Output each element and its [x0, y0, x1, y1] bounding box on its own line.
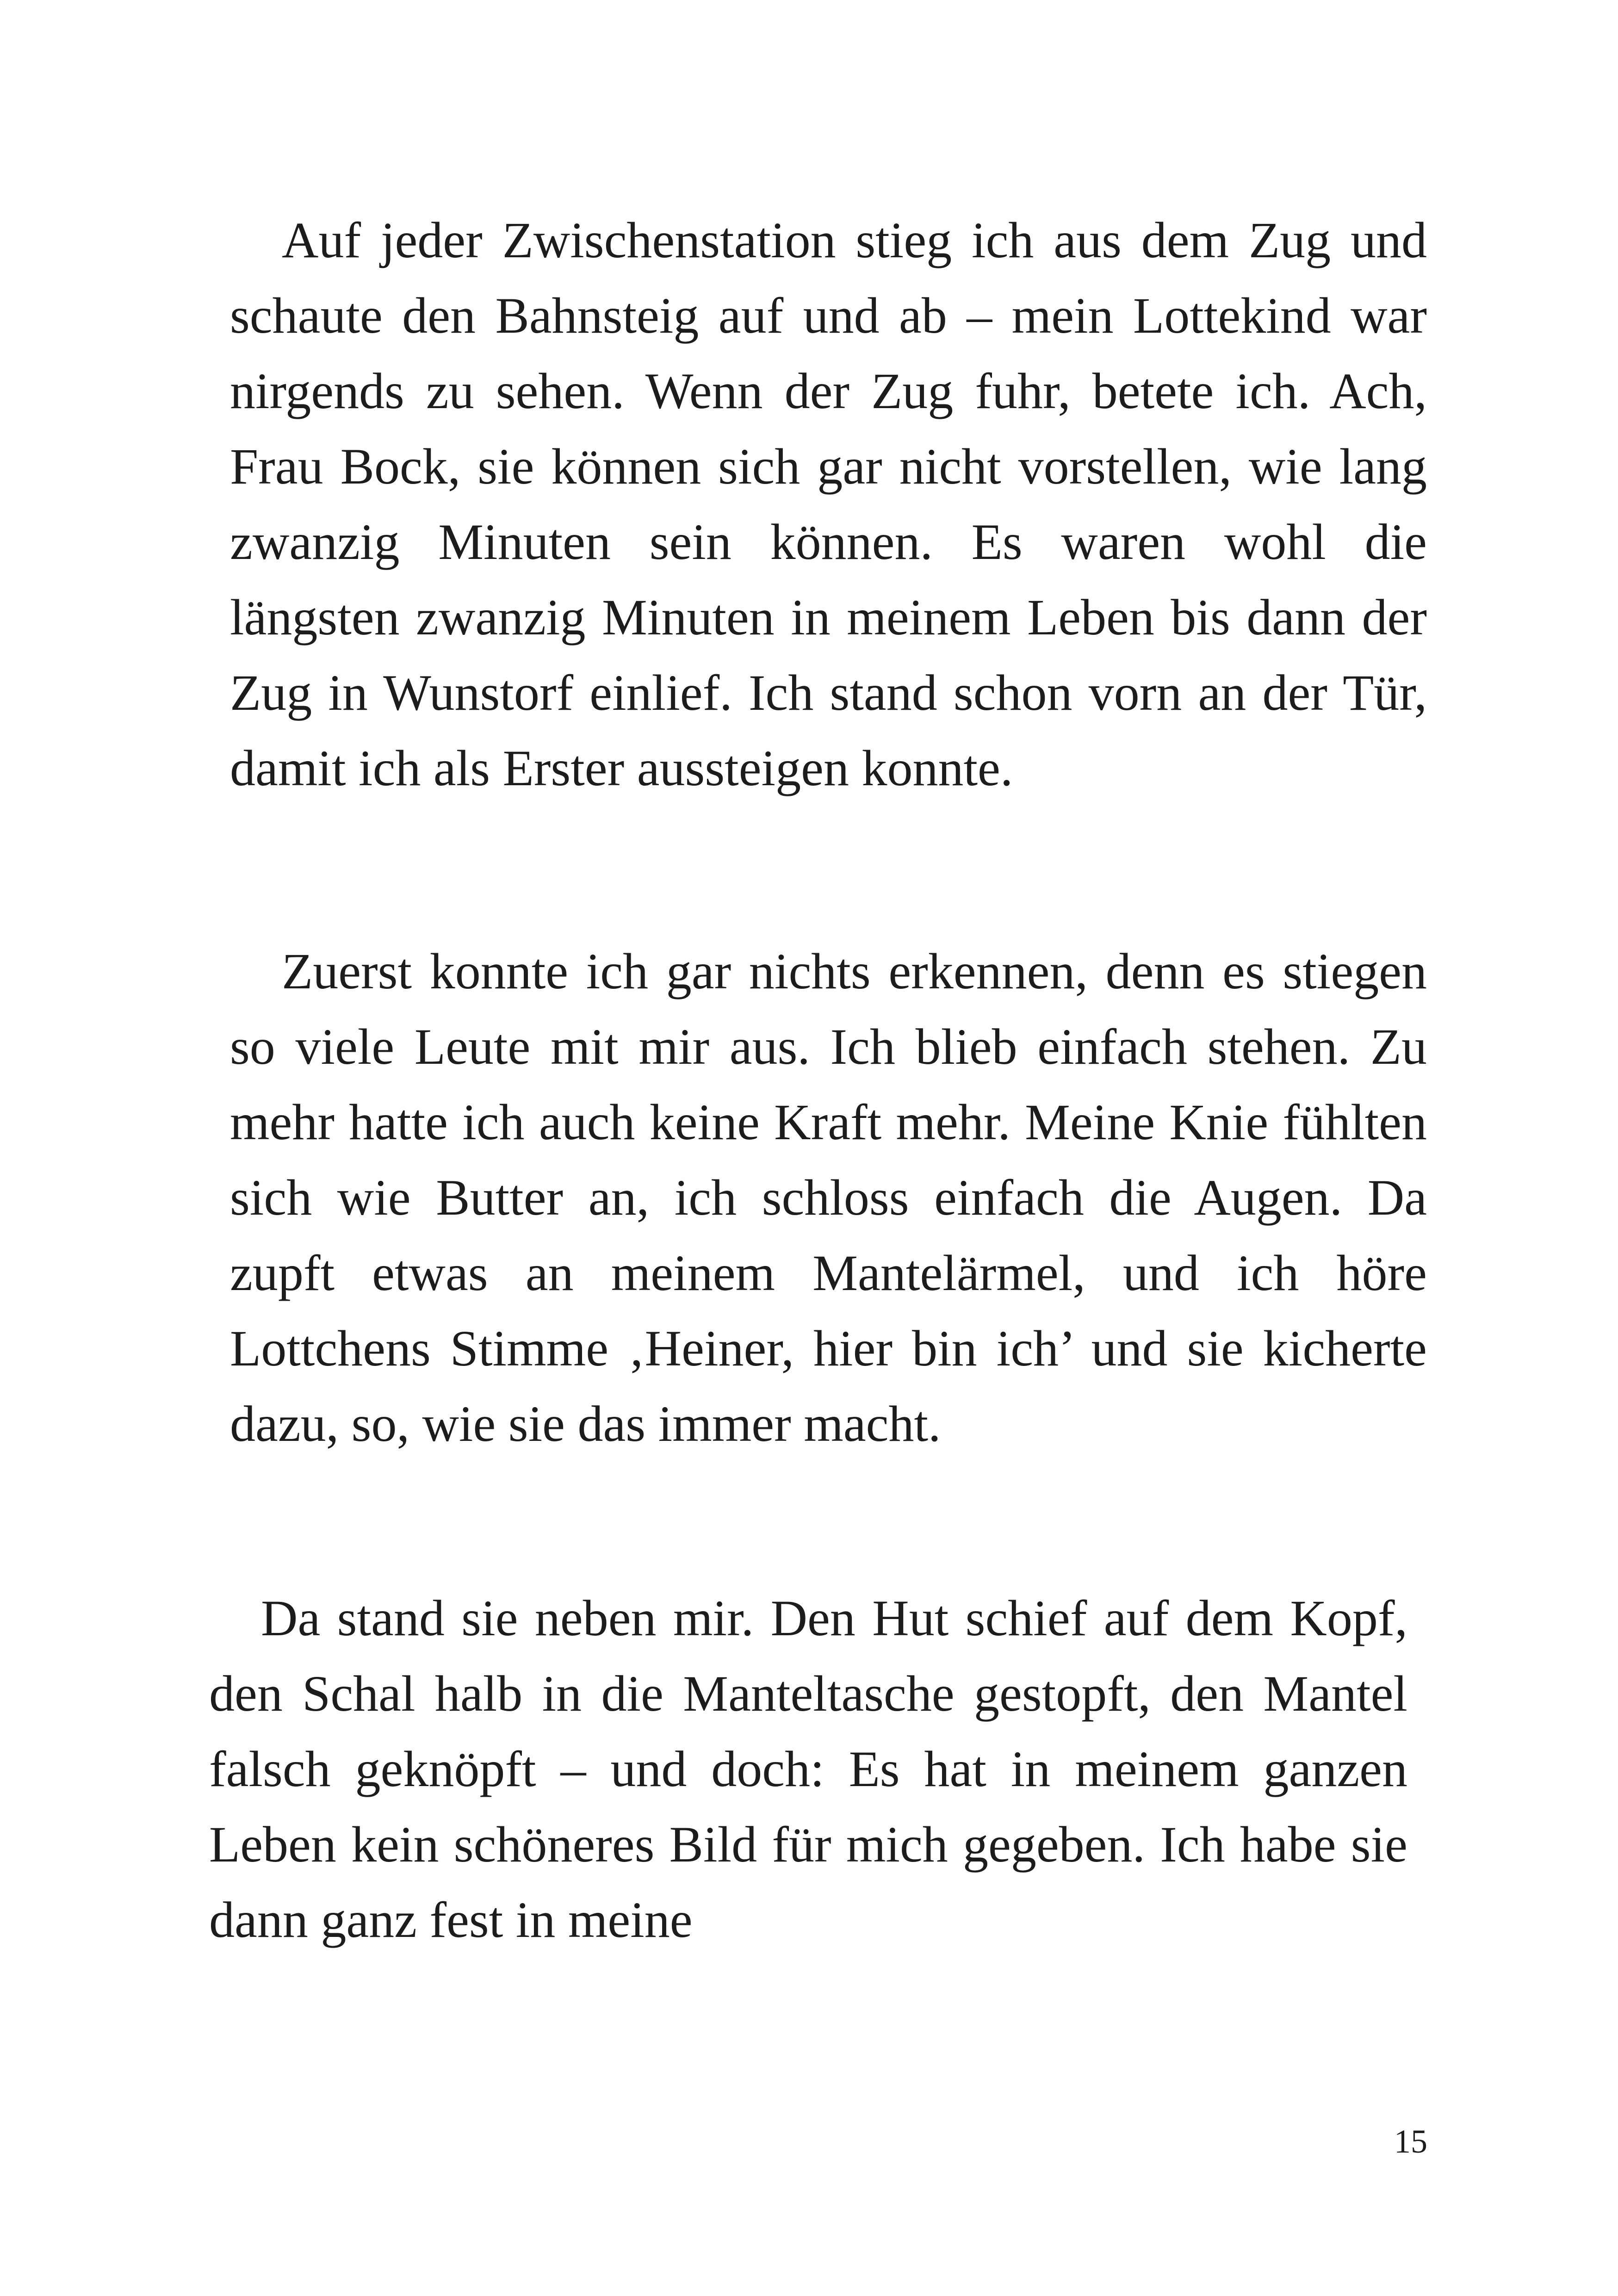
paragraph-2: Zuerst konnte ich gar nichts erkennen, denn es stiegen so viele Leute mit mir aus. Ich blieb einfach stehen. Zu mehr hatte ich auch keine Kraft mehr. Meine Knie fühlten sich wie Butter an, ich schloss einfach die Augen. Da zupft etwas an meinem Mantelärmel, und ich höre Lottchens Stimme ‚Heiner, hier bin ich’ und sie kicherte dazu, so, wie sie das immer macht. [230, 943, 1427, 1452]
paragraph-3: Da stand sie neben mir. Den Hut schief auf dem Kopf, den Schal halb in die Manteltasche gestopft, den Mantel falsch geknöpft – und doch: Es hat in meinem ganzen Leben kein schöneres Bild für mich gegeben. Ich habe sie dann ganz fest in meine [209, 1590, 1407, 1948]
page-number: 15 [1394, 2123, 1427, 2160]
paragraph-1: Auf jeder Zwischenstation stieg ich aus dem Zug und schaute den Bahnsteig auf und ab – mein Lottekind war nirgends zu sehen. Wenn der Zug fuhr, betete ich. Ach, Frau Bock, sie können sich gar nicht vorstellen, wie lang zwanzig Minuten sein können. Es waren wohl die längsten zwanzig Minuten in meinem Leben bis dann der Zug in Wunstorf einlief. Ich stand schon vorn an der Tür, damit ich als Erster aussteigen konnte. [230, 212, 1427, 796]
